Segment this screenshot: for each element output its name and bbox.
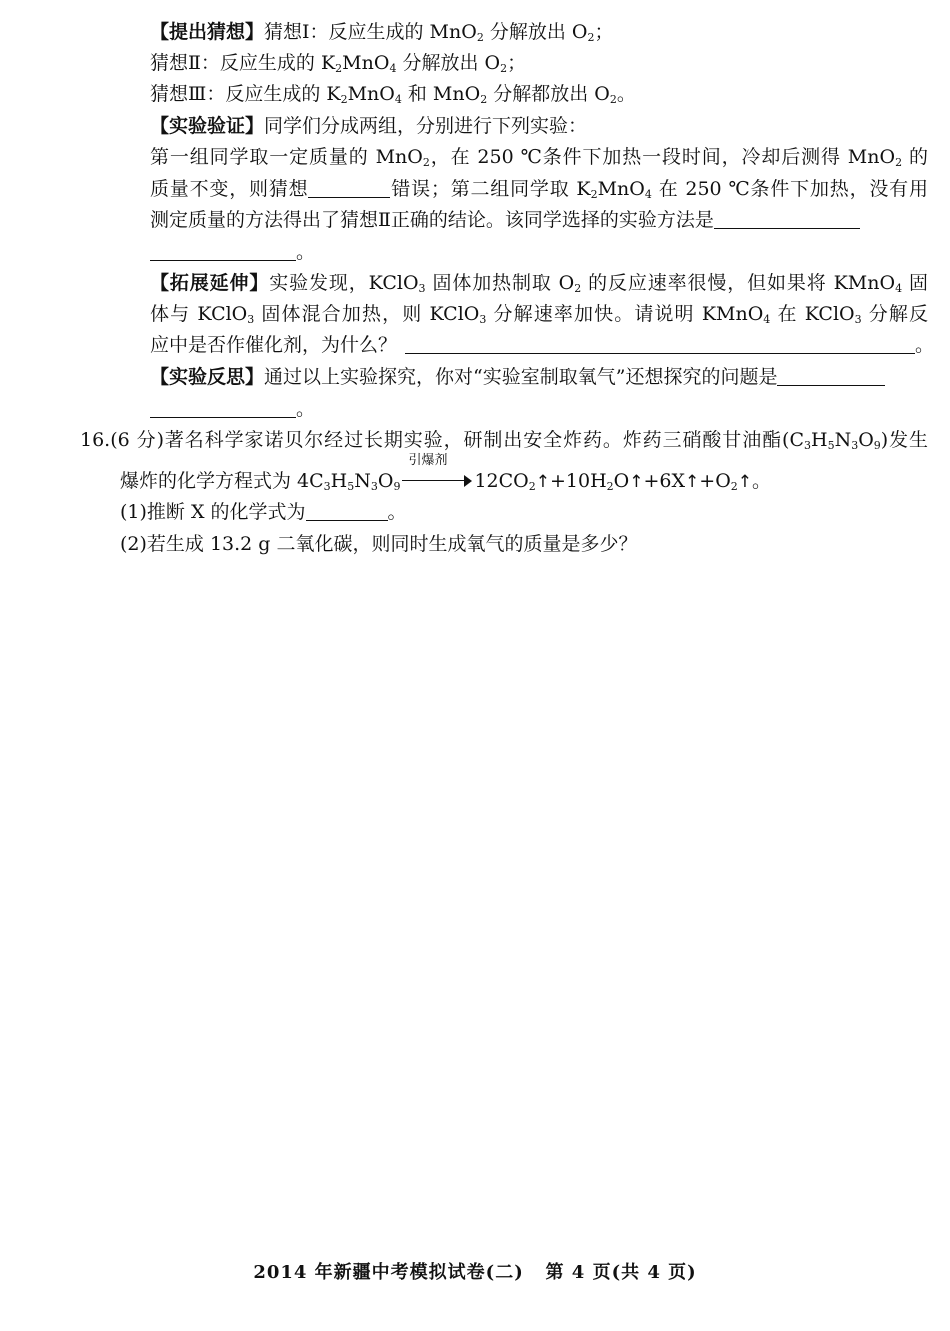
question-16-line-1: 16.(6 分)著名科学家诺贝尔经过长期实验，研制出安全炸药。炸药三硝酸甘油酯$(C_3H_5N_3O_9)$发生 bbox=[80, 429, 928, 452]
page-footer bbox=[0, 1258, 950, 1284]
gas-up-arrow-icon: ↑ bbox=[737, 472, 753, 492]
answer-blank-reflection-a[interactable] bbox=[777, 367, 885, 386]
hypothesis-1-line: 【提出猜想】猜想Ⅰ：反应生成的 MnO$_2$ 分解放出 $O_2$； bbox=[150, 21, 614, 44]
arrow-head-icon bbox=[464, 475, 472, 487]
exam-title: 2014 年新疆中考模拟试卷(二) bbox=[253, 1262, 524, 1283]
extension-line-2: 体与 KClO$_3$ 固体混合加热，则 KClO$_3$ 分解速率加快。请说明 KMnO$_4$ 在 KClO$_3$ 分解反 bbox=[150, 303, 928, 326]
reflection-line-1: 【实验反思】通过以上实验探究，你对“实验室制取氧气”还想探究的问题是 bbox=[150, 365, 885, 389]
extension-line-1: 【拓展延伸】实验发现，KClO$_3$ 固体加热制取 $O_2$ 的反应速率很慢，但如果将 KMnO$_4$ 固 bbox=[150, 272, 928, 295]
reaction-arrow bbox=[402, 453, 472, 489]
answer-blank-hypothesis[interactable] bbox=[308, 179, 390, 198]
hypothesis-heading: 【提出猜想】 bbox=[150, 21, 265, 43]
chemical-equation-line: 爆炸的化学方程式为 $4C_3H_5N_3O_9$ 引爆剂 $12CO_2↑+10H_2O↑+6X↑+O_2↑$。 bbox=[120, 469, 771, 494]
answer-blank-formula[interactable] bbox=[306, 502, 388, 521]
gas-up-arrow-icon: ↑ bbox=[685, 472, 700, 492]
question-16-part-1: (1)推断 X 的化学式为 。 bbox=[120, 501, 407, 523]
experiment-heading-line: 【实验验证】同学们分成两组，分别进行下列实验： bbox=[150, 115, 588, 137]
reflection-heading: 【实验反思】 bbox=[150, 366, 265, 388]
experiment-line-3: 测定质量的方法得出了猜想Ⅱ正确的结论。该同学选择的实验方法是 bbox=[150, 208, 860, 232]
question-number: 16. bbox=[80, 429, 111, 451]
reflection-line-2: 。 bbox=[150, 397, 315, 421]
answer-blank-method-b[interactable] bbox=[150, 242, 296, 261]
experiment-line-4: 。 bbox=[150, 240, 315, 264]
reaction-condition: 引爆剂 bbox=[408, 453, 448, 468]
answer-blank-reflection-b[interactable] bbox=[150, 399, 296, 418]
question-16-part-2: (2)若生成 13.2 g 二氧化碳，则同时生成氧气的质量是多少？ bbox=[120, 533, 638, 555]
hypothesis-2-line: 猜想Ⅱ：反应生成的 $K_2MnO_4$ 分解放出 $O_2$； bbox=[150, 52, 527, 75]
page-number: 第 4 页(共 4 页) bbox=[545, 1262, 697, 1283]
experiment-heading: 【实验验证】 bbox=[150, 115, 265, 137]
experiment-line-2: 质量不变，则猜想 错误；第二组同学取 $K_2MnO_4$ 在 250 ℃条件下加热，没有用 bbox=[150, 178, 928, 201]
gas-up-arrow-icon: ↑ bbox=[629, 472, 644, 492]
gas-up-arrow-icon: ↑ bbox=[535, 472, 550, 492]
answer-blank-catalyst[interactable] bbox=[405, 335, 915, 354]
answer-blank-method-a[interactable] bbox=[714, 210, 860, 229]
hypothesis-3-line: 猜想Ⅲ：反应生成的 $K_2MnO_4$ 和 MnO$_2$ 分解都放出 $O_2$。 bbox=[150, 83, 636, 106]
extension-line-3: 应中是否作催化剂，为什么？ 。 bbox=[150, 334, 935, 356]
extension-heading: 【拓展延伸】 bbox=[150, 272, 270, 294]
experiment-line-1: 第一组同学取一定质量的 MnO$_2$，在 250 ℃条件下加热一段时间，冷却后测得 MnO$_2$ 的 bbox=[150, 146, 928, 169]
